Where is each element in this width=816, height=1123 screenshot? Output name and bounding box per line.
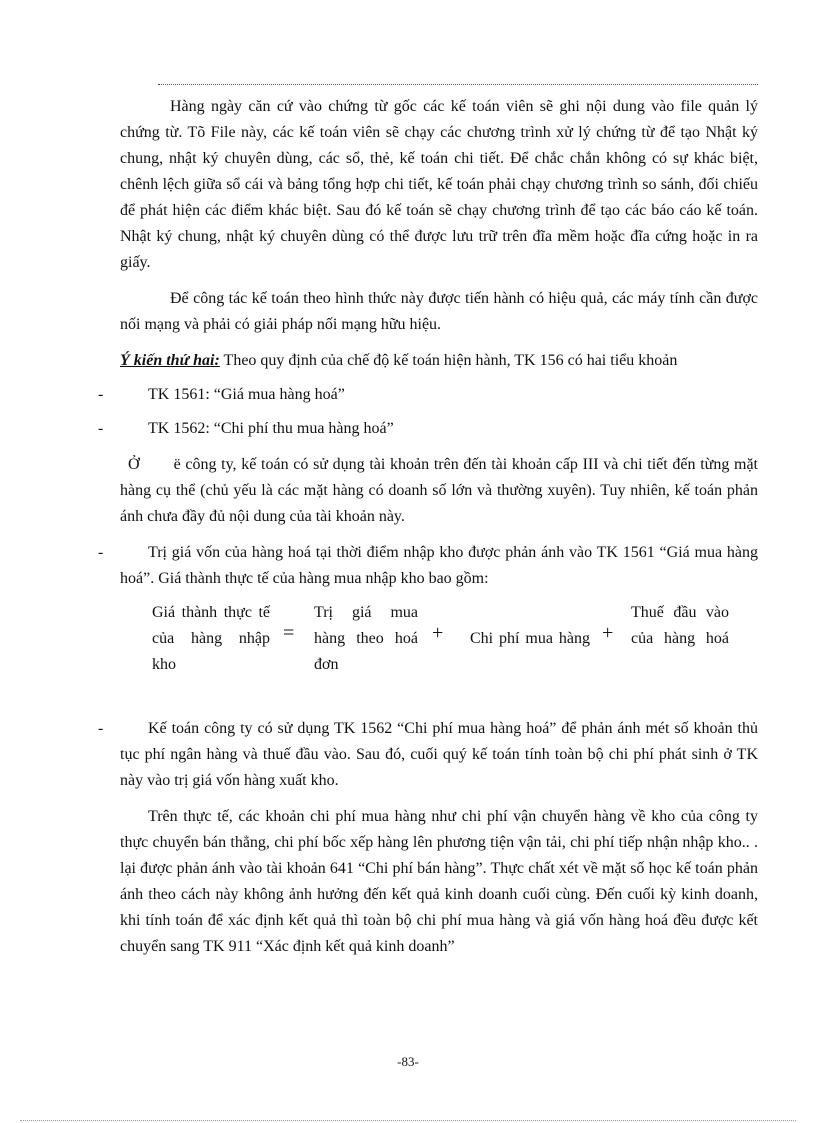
page-number: -83-: [397, 1054, 419, 1069]
list-item-tk1562: [98, 416, 758, 442]
opinion-label: Ý kiến thứ hai:: [120, 352, 220, 369]
formula-term-cost: Giá thành thực tế của hàng nhập kho: [152, 604, 270, 673]
dash-bullet: -: [98, 544, 104, 561]
cost-formula: [120, 600, 758, 698]
list-item-text: Trị giá vốn của hàng hoá tại thời điểm nhập kho được phản ánh vào TK 1561 “Giá mua hàng hoá”. Giá thành thực tế của hàng mua nhập kho bao gồm:: [120, 544, 758, 587]
formula-term-input-tax: Thuế đầu vào của hàng hoá: [631, 604, 729, 647]
paragraph-lead-letter: Ở: [128, 456, 140, 473]
page-body: [98, 94, 758, 960]
paragraph-opinion-two: [120, 348, 758, 374]
paragraph-network: Để công tác kế toán theo hình thức này được tiến hành có hiệu quả, các máy tính cần được nối mạng và phải có giải pháp nối mạng hữu hiệu.: [120, 290, 758, 333]
paragraph-in-practice: Trên thực tế, các khoản chi phí mua hàng như chi phí vận chuyển hàng về kho của công ty thực chuyển bán thẳng, chi phí bốc xếp hàng lên phương tiện vận tải, chi phí tiếp nhận nhập kho.. . lại được phản ánh vào tài khoản 641 “Chi phí bán hàng”. Thực chất xét về mặt số học kế toán phản ánh theo cách này không ảnh hưởng đến kết quả kinh doanh cuối cùng. Đến cuối kỳ kinh doanh, khi tính toán để xác định kết quả thì toàn bộ chi phí mua hàng và giá vốn hàng hoá đều được kết chuyển sang TK 911 “Xác định kết quả kinh doanh”: [120, 808, 758, 955]
dash-bullet: -: [98, 386, 104, 403]
paragraph-company-accounts: [120, 452, 758, 530]
formula-term-purchase-cost: Chi phí mua hàng: [470, 630, 590, 647]
formula-term-purchase-price: Trị giá mua hàng theo hoá đơn: [314, 604, 418, 673]
opinion-text: Theo quy định của chế độ kế toán hiện hành, TK 156 có hai tiểu khoản: [219, 352, 678, 369]
list-item-tk1561: [98, 382, 758, 408]
paragraph-company-text: ë công ty, kế toán có sử dụng tài khoản trên đến tài khoản cấp III và chi tiết đến từng mặt hàng cụ thể (chủ yếu là các mặt hàng có doanh số lớn và thường xuyên). Tuy nhiên, kế toán phản ánh chưa đầy đủ nội dung của tài khoản này.: [120, 456, 758, 525]
list-item-text: TK 1561: “Giá mua hàng hoá”: [148, 386, 345, 403]
dash-bullet: -: [98, 420, 104, 437]
list-item-text: Kế toán công ty có sử dụng TK 1562 “Chi phí mua hàng hoá” để phản ánh mét số khoản thủ tục phí ngân hàng và thuế đầu vào. Sau đó, cuối quý kế toán tính toàn bộ chi phí phát sinh ở TK này vào trị giá vốn hàng xuất kho.: [120, 720, 758, 789]
header-dotted-rule: [158, 84, 758, 85]
list-item-cost-value: [98, 540, 758, 592]
formula-equals: =: [283, 622, 295, 644]
formula-plus-2: +: [602, 622, 614, 644]
list-item-tk1562-usage: [98, 716, 758, 794]
formula-plus-1: +: [432, 622, 444, 644]
dash-bullet: -: [98, 720, 104, 737]
footer-dotted-rule: [20, 1120, 796, 1121]
paragraph-file-processing: Hàng ngày căn cứ vào chứng từ gốc các kế toán viên sẽ ghi nội dung vào file quản lý chứng từ. Tõ File này, các kế toán viên sẽ chạy các chương trình xử lý chứng từ để tạo Nhật ký chung, nhật ký chuyên dùng, các sổ, thẻ, kế toán chi tiết. Để chắc chắn không có sự khác biệt, chênh lệch giữa sổ cái và bảng tổng hợp chi tiết, kế toán phải chạy chương trình so sánh, đối chiếu để phát hiện các điểm khác biệt. Sau đó kế toán sẽ chạy chương trình để tạo các báo cáo kế toán. Nhật ký chung, nhật ký chuyên dùng có thể được lưu trữ trên đĩa mềm hoặc đĩa cứng hoặc in ra giấy.: [120, 98, 758, 271]
list-item-text: TK 1562: “Chi phí thu mua hàng hoá”: [148, 420, 394, 437]
